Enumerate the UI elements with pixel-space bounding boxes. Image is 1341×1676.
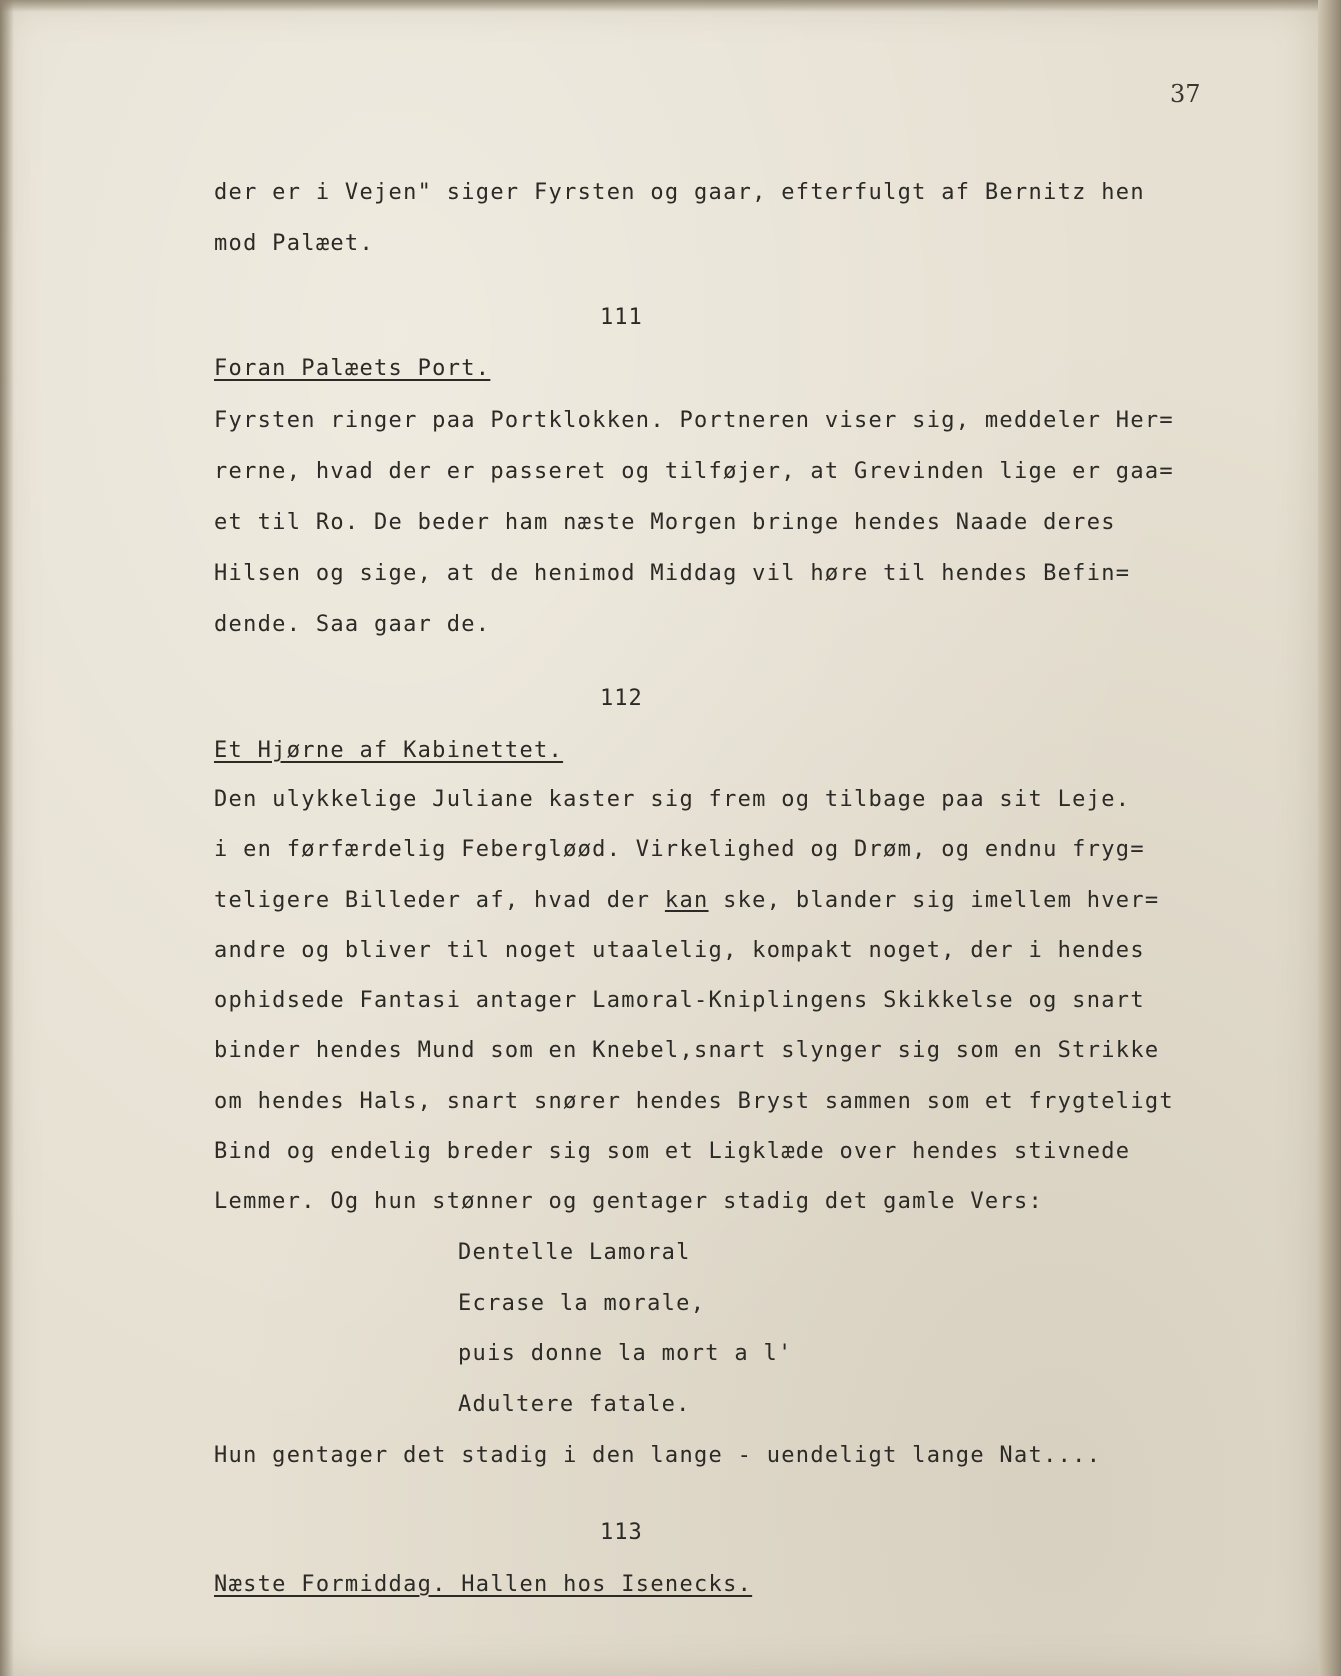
verse-line-2: Ecrase la morale, xyxy=(458,1291,706,1316)
scene-111-line-1: Fyrsten ringer paa Portklokken. Portneren viser sig, meddeler Her= xyxy=(214,408,1174,433)
scene-number-112: 112 xyxy=(600,686,643,711)
page-right-edge xyxy=(1318,0,1341,1676)
underlined-word: kan xyxy=(664,888,709,913)
scene-heading-113: Næste Formiddag. Hallen hos Isenecks. xyxy=(214,1572,753,1597)
page-top-edge xyxy=(0,0,1318,12)
verse-line-1: Dentelle Lamoral xyxy=(458,1240,691,1265)
scene-111-line-2: rerne, hvad der er passeret og tilføjer, at Grevinden lige er gaa= xyxy=(214,459,1174,484)
verse-line-4: Adultere fatale. xyxy=(458,1392,691,1417)
scene-111-line-3: et til Ro. De beder ham næste Morgen bringe hendes Naade deres xyxy=(214,510,1116,535)
intro-line-1: der er i Vejen" siger Fyrsten og gaar, efterfulgt af Bernitz hen xyxy=(214,180,1145,205)
page-number: 37 xyxy=(1170,80,1201,108)
scene-112-line-9: Lemmer. Og hun stønner og gentager stadig det gamle Vers: xyxy=(214,1189,1044,1214)
scene-heading-112: Et Hjørne af Kabinettet. xyxy=(214,738,564,763)
line-3-start: teligere Billeder af, hvad der xyxy=(214,888,665,913)
scene-111-line-4: Hilsen og sige, at de henimod Middag vil høre til hendes Befin= xyxy=(214,561,1131,586)
scene-112-line-5: ophidsede Fantasi antager Lamoral-Kniplingens Skikkelse og snart xyxy=(214,988,1145,1013)
verse-line-3: puis donne la mort a l' xyxy=(458,1341,793,1366)
scene-112-line-3 xyxy=(214,888,1159,913)
scene-112-line-6: binder hendes Mund som en Knebel,snart slynger sig som en Strikke xyxy=(214,1038,1160,1063)
scene-number-111: 111 xyxy=(600,305,643,330)
scene-112-line-1: Den ulykkelige Juliane kaster sig frem og tilbage paa sit Leje. xyxy=(214,787,1131,812)
intro-line-2: mod Palæet. xyxy=(214,231,374,256)
scene-heading-111: Foran Palæets Port. xyxy=(214,356,491,381)
scene-number-113: 113 xyxy=(600,1520,643,1545)
scene-112-line-7: om hendes Hals, snart snører hendes Bryst sammen som et frygteligt xyxy=(214,1089,1174,1114)
page-left-edge xyxy=(0,0,14,1676)
line-3-end: ske, blander sig imellem hver= xyxy=(708,888,1160,913)
scene-112-line-4: andre og bliver til noget utaalelig, kompakt noget, der i hendes xyxy=(214,938,1145,963)
scene-112-line-2: i en førfærdelig Febergløød. Virkelighed og Drøm, og endnu fryg= xyxy=(214,837,1145,862)
scene-112-closing: Hun gentager det stadig i den lange - uendeligt lange Nat.... xyxy=(214,1443,1102,1468)
scene-111-line-5: dende. Saa gaar de. xyxy=(214,612,491,637)
scene-112-line-8: Bind og endelig breder sig som et Ligklæde over hendes stivnede xyxy=(214,1139,1131,1164)
